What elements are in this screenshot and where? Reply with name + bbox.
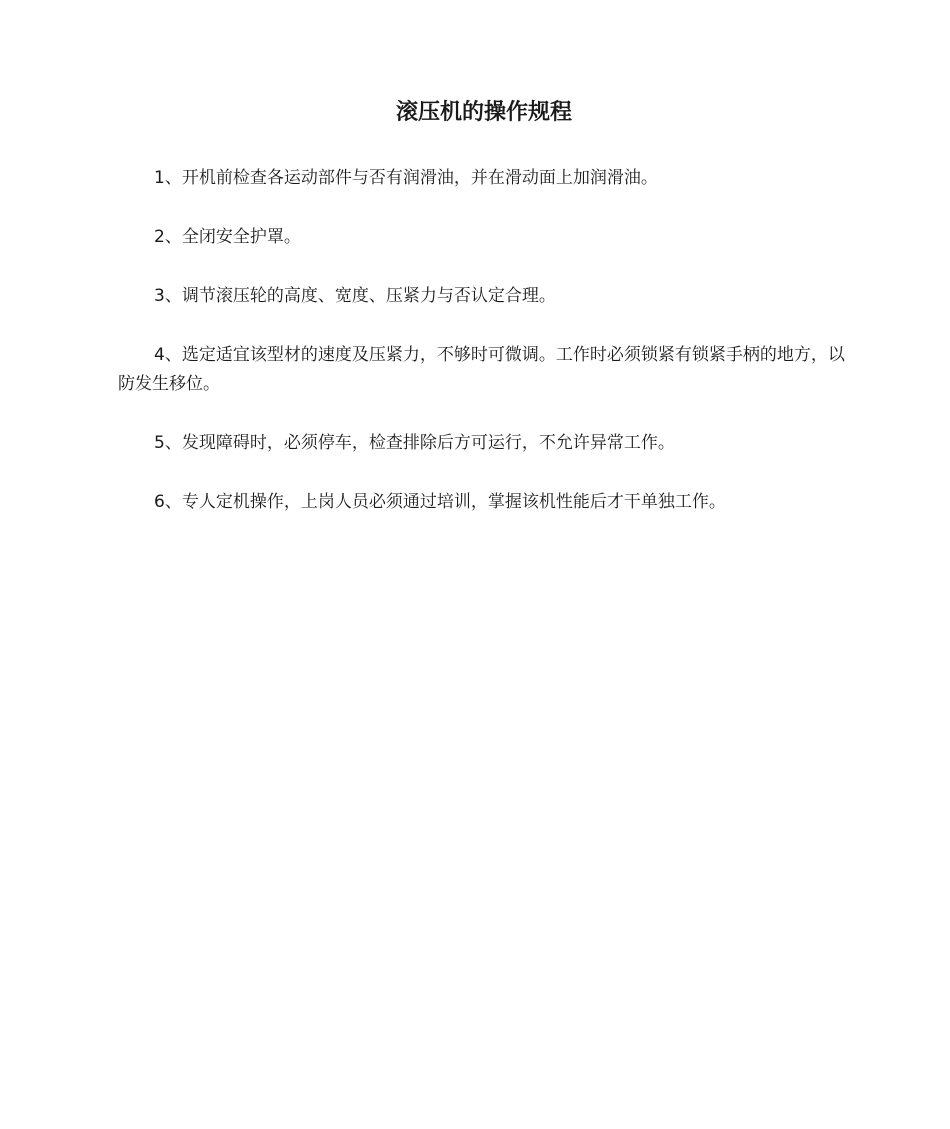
paragraph-5: 5、发现障碍时，必须停车，检查排除后方可运行，不允许异常工作。 bbox=[154, 433, 675, 453]
paragraph-4: 4、选定适宜该型材的速度及压紧力，不够时可微调。工作时必须锁紧有锁紧手柄的地方，以防发生移位。 bbox=[118, 345, 845, 394]
paragraph-1: 1、开机前检查各运动部件与否有润滑油，并在滑动面上加润滑油。 bbox=[154, 168, 658, 188]
paragraph-3: 3、调节滚压轮的高度、宽度、压紧力与否认定合理。 bbox=[154, 286, 556, 306]
document-body bbox=[118, 164, 854, 547]
paragraph-6: 6、专人定机操作，上岗人员必须通过培训，掌握该机性能后才干单独工作。 bbox=[154, 492, 726, 512]
document-title: 滚压机的操作规程 bbox=[395, 100, 572, 125]
paragraph-2: 2、全闭安全护罩。 bbox=[154, 227, 301, 247]
